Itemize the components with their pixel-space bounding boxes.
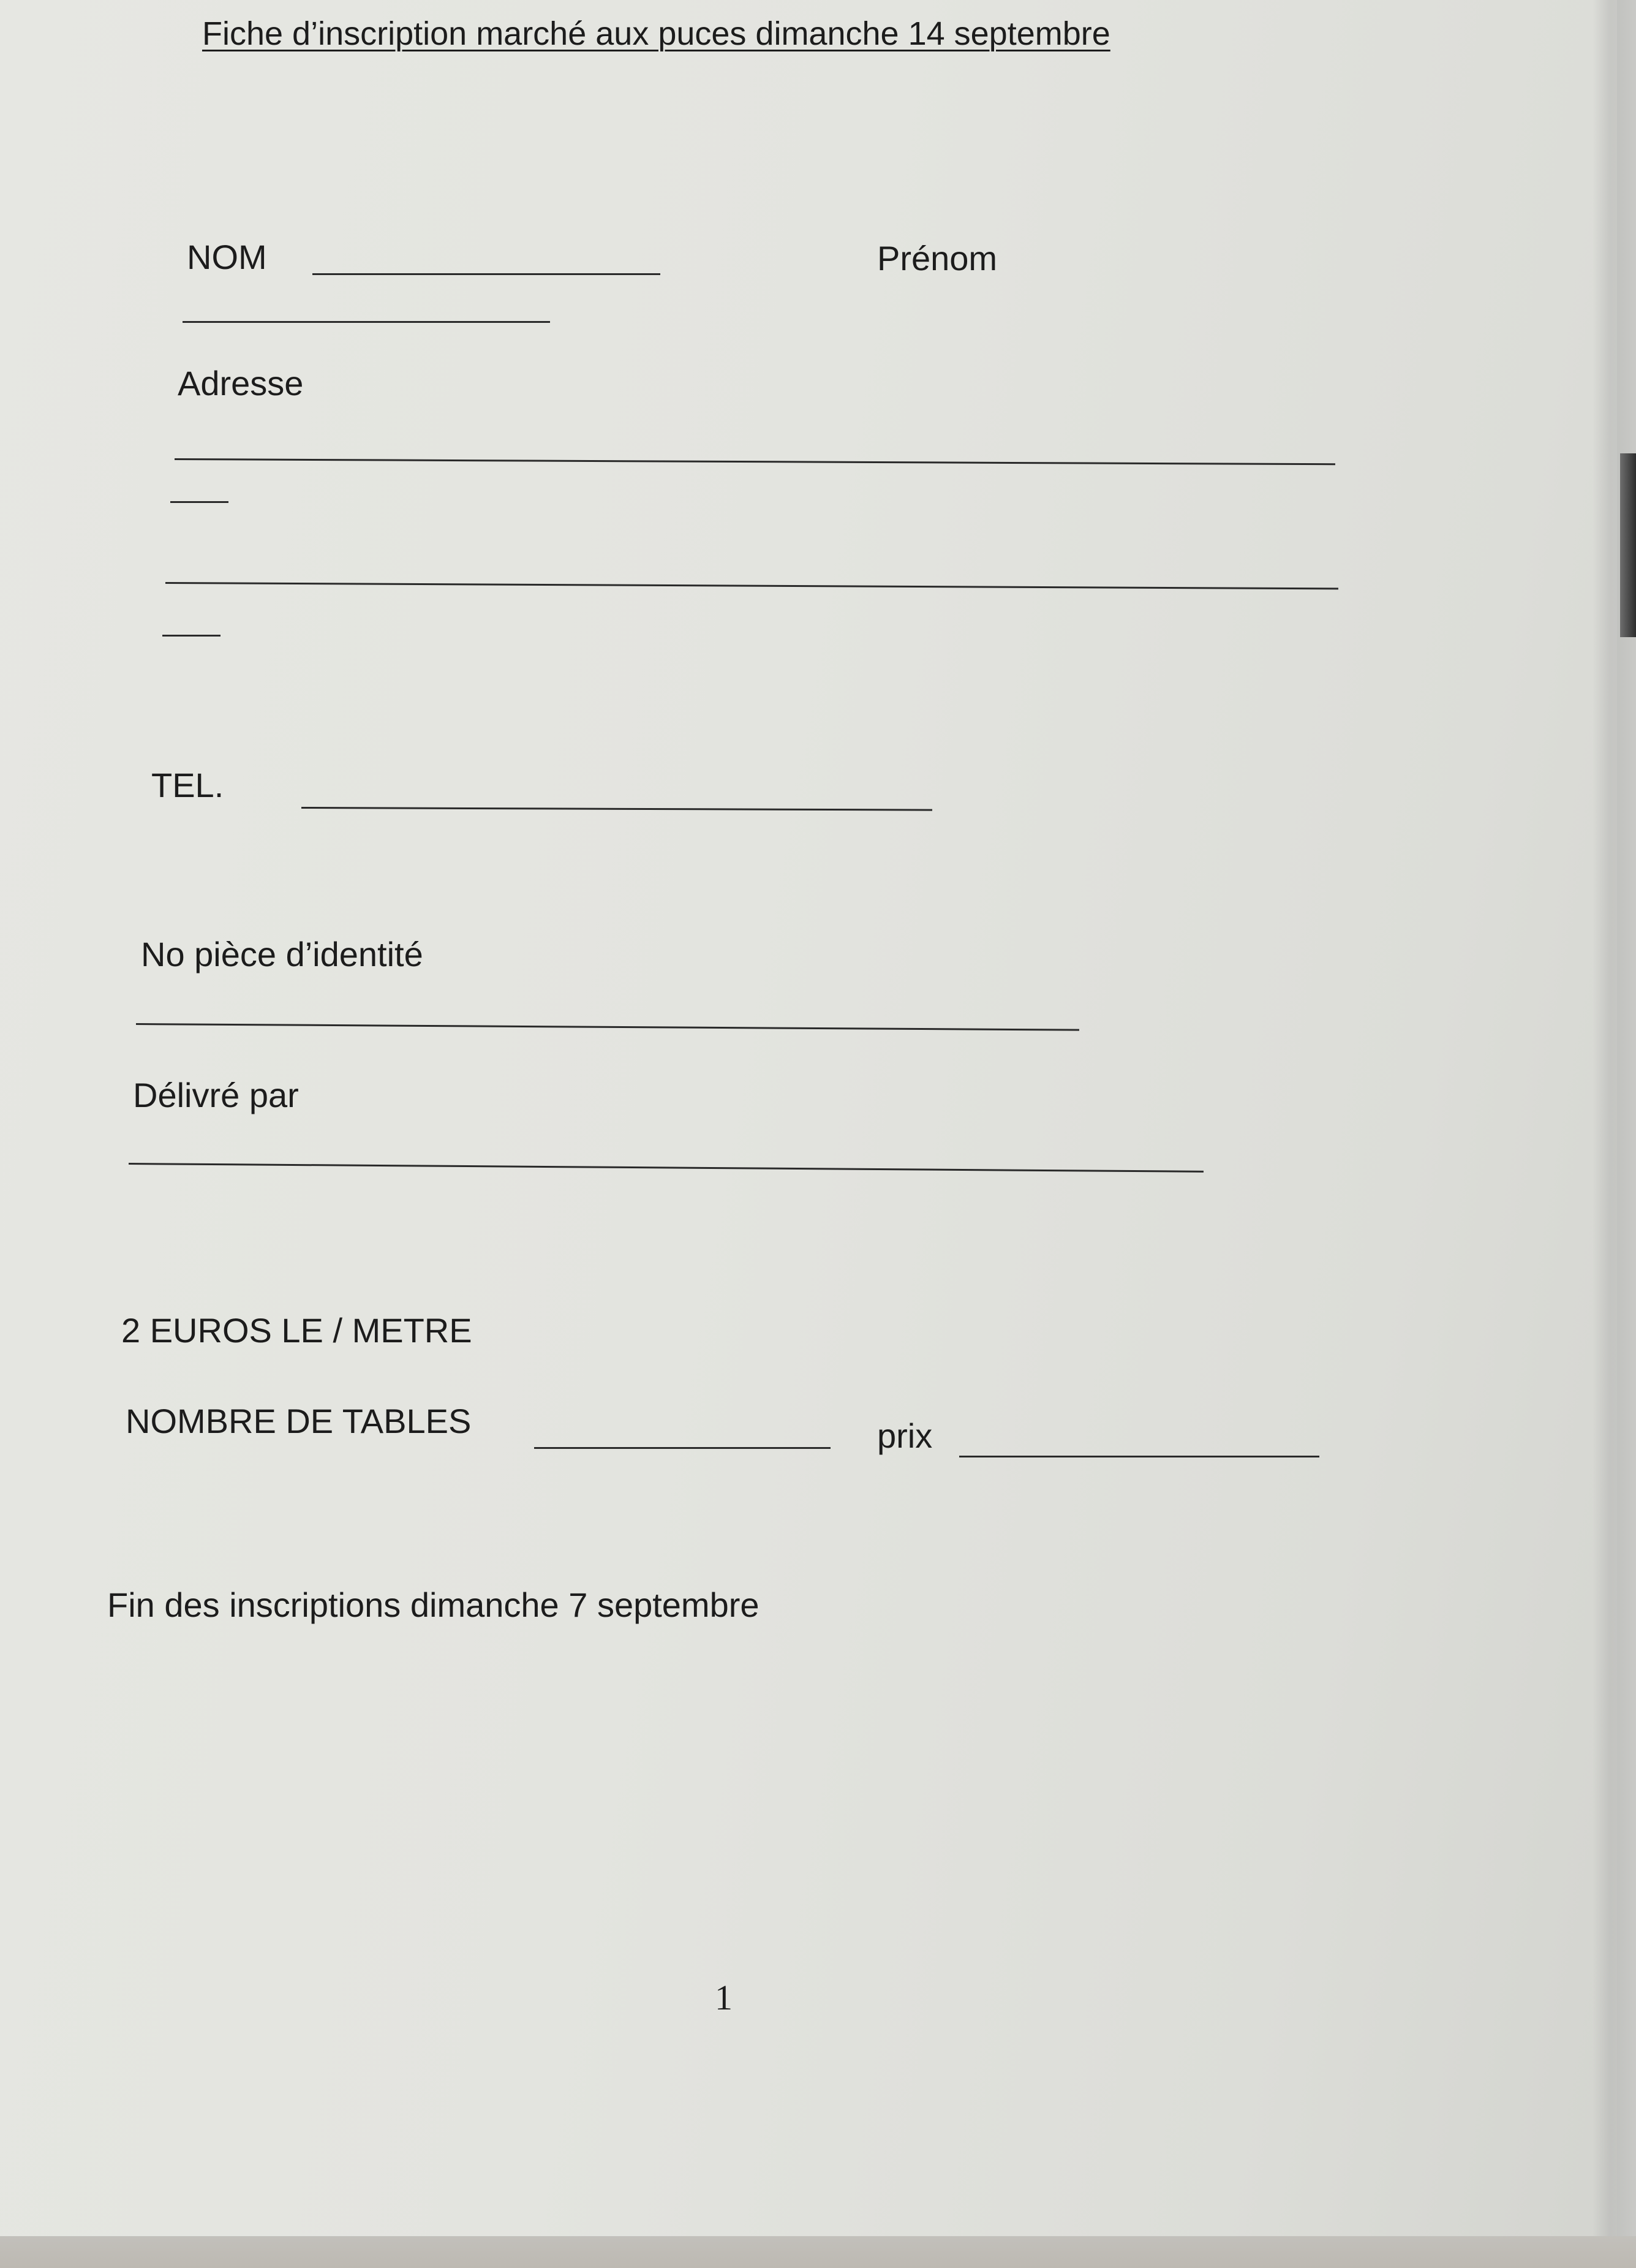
table-surface [0,2236,1636,2268]
adresse-line-1-continuation [170,501,228,503]
id-label: No pièce d’identité [141,935,423,973]
form-title: Fiche d’inscription marché aux puces dimanche 14 septembre [202,15,1110,52]
adresse-line-2-continuation [162,635,221,637]
page-number: 1 [715,1978,733,2017]
background-object [1620,453,1636,637]
adresse-label: Adresse [178,364,304,403]
nom-field-line[interactable] [312,273,660,275]
paper-edge-shadow [1593,0,1636,2268]
nom-label: NOM [187,238,267,276]
prix-field-line[interactable] [959,1456,1319,1457]
price-rate: 2 EUROS LE / METRE [121,1311,472,1350]
tel-label: TEL. [151,766,224,804]
tables-label: NOMBRE DE TABLES [126,1402,472,1440]
delivre-label: Délivré par [133,1076,299,1114]
prenom-label: Prénom [877,239,998,278]
prenom-field-line[interactable] [183,321,550,323]
tables-field-line[interactable] [534,1447,831,1449]
deadline-text: Fin des inscriptions dimanche 7 septembre [107,1586,760,1624]
prix-label: prix [877,1416,933,1455]
